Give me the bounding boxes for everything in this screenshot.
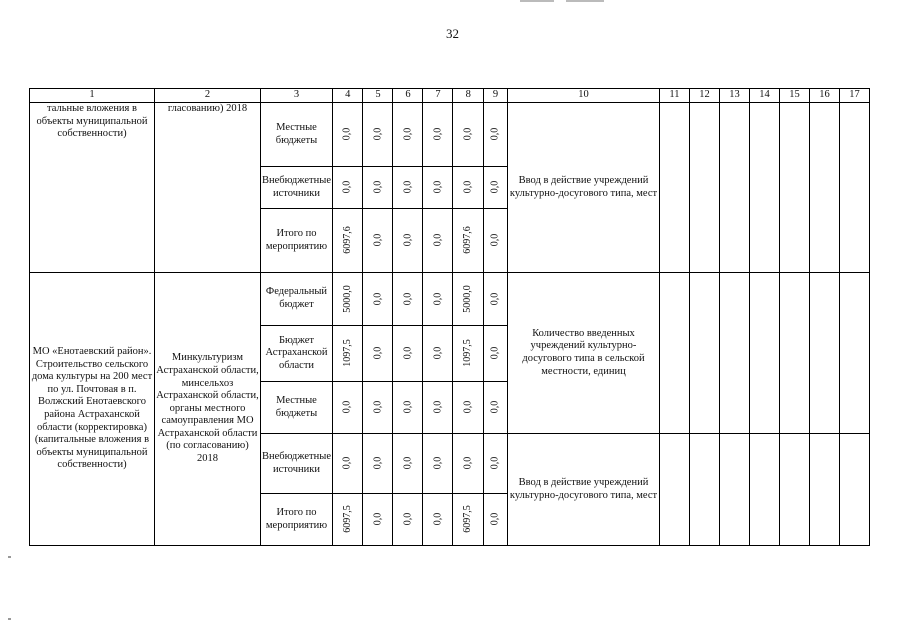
- table-row: [30, 103, 870, 167]
- value-cell: 0,0: [483, 326, 507, 382]
- funding-source: Итого по мероприятию: [261, 209, 333, 273]
- empty-cell: [719, 434, 749, 546]
- value-cell: 0,0: [332, 167, 363, 209]
- indicator-cell: Ввод в действие учреждений культурно-досугового типа, мест: [507, 103, 659, 273]
- value-cell: 0,0: [483, 382, 507, 434]
- empty-cell: [749, 103, 779, 273]
- value-cell: 0,0: [423, 167, 453, 209]
- value-cell: 0,0: [393, 209, 423, 273]
- value-cell: 0,0: [393, 434, 423, 494]
- col-header: 9: [483, 89, 507, 103]
- col-header: 14: [749, 89, 779, 103]
- empty-cell: [689, 434, 719, 546]
- value-cell: 0,0: [393, 382, 423, 434]
- value-cell: 0,0: [453, 434, 484, 494]
- top-edge-marks: [520, 0, 604, 3]
- value-cell: 0,0: [332, 382, 363, 434]
- value-cell: 0,0: [332, 103, 363, 167]
- value-cell: 0,0: [453, 382, 484, 434]
- empty-cell: [809, 103, 839, 273]
- empty-cell: [839, 103, 869, 273]
- col-header: 7: [423, 89, 453, 103]
- value-cell: 0,0: [393, 326, 423, 382]
- empty-cell: [779, 273, 809, 434]
- value-cell: 6097,5: [453, 494, 484, 546]
- col-header: 4: [332, 89, 363, 103]
- funding-source: Местные бюджеты: [261, 103, 333, 167]
- value-cell: 0,0: [483, 209, 507, 273]
- value-cell: 5000,0: [332, 273, 363, 326]
- funding-source: Внебюджетные источники: [261, 167, 333, 209]
- value-cell: 0,0: [363, 434, 393, 494]
- value-cell: 0,0: [483, 103, 507, 167]
- indicator-cell: Количество введенных учреждений культурно-досугового типа в сельской местности, единиц: [507, 273, 659, 434]
- value-cell: 6097,5: [332, 494, 363, 546]
- funding-source: Местные бюджеты: [261, 382, 333, 434]
- margin-speck: [8, 556, 11, 558]
- value-cell: 0,0: [363, 382, 393, 434]
- value-cell: 0,0: [393, 167, 423, 209]
- table-row: [30, 273, 870, 326]
- col-header: 17: [839, 89, 869, 103]
- value-cell: 0,0: [363, 167, 393, 209]
- empty-cell: [749, 273, 779, 434]
- value-cell: 0,0: [393, 494, 423, 546]
- empty-cell: [779, 434, 809, 546]
- value-cell: 5000,0: [453, 273, 484, 326]
- value-cell: 0,0: [423, 273, 453, 326]
- empty-cell: [839, 434, 869, 546]
- col-header: 8: [453, 89, 484, 103]
- event-name-cell: МО «Енотаевский район». Строительство сельского дома культуры на 200 мест по ул. Почтовая в п. Волжский Енотаевского района Астраханской области (корректировка) (капитальные вложения в объекты муниципальной собственности): [30, 273, 155, 546]
- value-cell: 0,0: [483, 434, 507, 494]
- value-cell: 0,0: [332, 434, 363, 494]
- value-cell: 0,0: [423, 382, 453, 434]
- empty-cell: [689, 273, 719, 434]
- executor-cell: гласованию) 2018: [155, 103, 261, 273]
- funding-source: Бюджет Астраханской области: [261, 326, 333, 382]
- executor-cell: Минкультуризм Астраханской области, минсельхоз Астраханской области, органы местного самоуправления МО Астраханской области (по согласованию) 2018: [155, 273, 261, 546]
- value-cell: 0,0: [423, 434, 453, 494]
- column-number-row: [30, 89, 870, 103]
- col-header: 15: [779, 89, 809, 103]
- value-cell: 0,0: [363, 209, 393, 273]
- empty-cell: [689, 103, 719, 273]
- value-cell: 6097,6: [453, 209, 484, 273]
- value-cell: 0,0: [423, 326, 453, 382]
- value-cell: 0,0: [423, 209, 453, 273]
- col-header: 11: [659, 89, 689, 103]
- value-cell: 0,0: [363, 273, 393, 326]
- event-name-cell: тальные вложения в объекты муниципальной собственности): [30, 103, 155, 273]
- col-header: 6: [393, 89, 423, 103]
- empty-cell: [749, 434, 779, 546]
- value-cell: 0,0: [423, 494, 453, 546]
- col-header: 10: [507, 89, 659, 103]
- empty-cell: [719, 273, 749, 434]
- col-header: 2: [155, 89, 261, 103]
- funding-source: Федеральный бюджет: [261, 273, 333, 326]
- value-cell: 0,0: [453, 167, 484, 209]
- col-header: 3: [261, 89, 333, 103]
- value-cell: 1097,5: [453, 326, 484, 382]
- col-header: 13: [719, 89, 749, 103]
- indicator-cell: Ввод в действие учреждений культурно-досугового типа, мест: [507, 434, 659, 546]
- page-number: 32: [446, 26, 459, 41]
- value-cell: 0,0: [393, 103, 423, 167]
- col-header: 1: [30, 89, 155, 103]
- empty-cell: [719, 103, 749, 273]
- value-cell: 0,0: [363, 103, 393, 167]
- empty-cell: [809, 273, 839, 434]
- margin-speck: [8, 618, 11, 620]
- value-cell: 0,0: [483, 273, 507, 326]
- value-cell: 1097,5: [332, 326, 363, 382]
- value-cell: 0,0: [393, 273, 423, 326]
- value-cell: 0,0: [453, 103, 484, 167]
- empty-cell: [659, 273, 689, 434]
- value-cell: 0,0: [363, 326, 393, 382]
- empty-cell: [659, 434, 689, 546]
- col-header: 12: [689, 89, 719, 103]
- col-header: 16: [809, 89, 839, 103]
- empty-cell: [839, 273, 869, 434]
- program-table: [29, 88, 870, 546]
- value-cell: 6097,6: [332, 209, 363, 273]
- value-cell: 0,0: [423, 103, 453, 167]
- empty-cell: [809, 434, 839, 546]
- empty-cell: [659, 103, 689, 273]
- col-header: 5: [363, 89, 393, 103]
- value-cell: 0,0: [363, 494, 393, 546]
- value-cell: 0,0: [483, 494, 507, 546]
- value-cell: 0,0: [483, 167, 507, 209]
- funding-source: Внебюджетные источники: [261, 434, 333, 494]
- funding-source: Итого по мероприятию: [261, 494, 333, 546]
- empty-cell: [779, 103, 809, 273]
